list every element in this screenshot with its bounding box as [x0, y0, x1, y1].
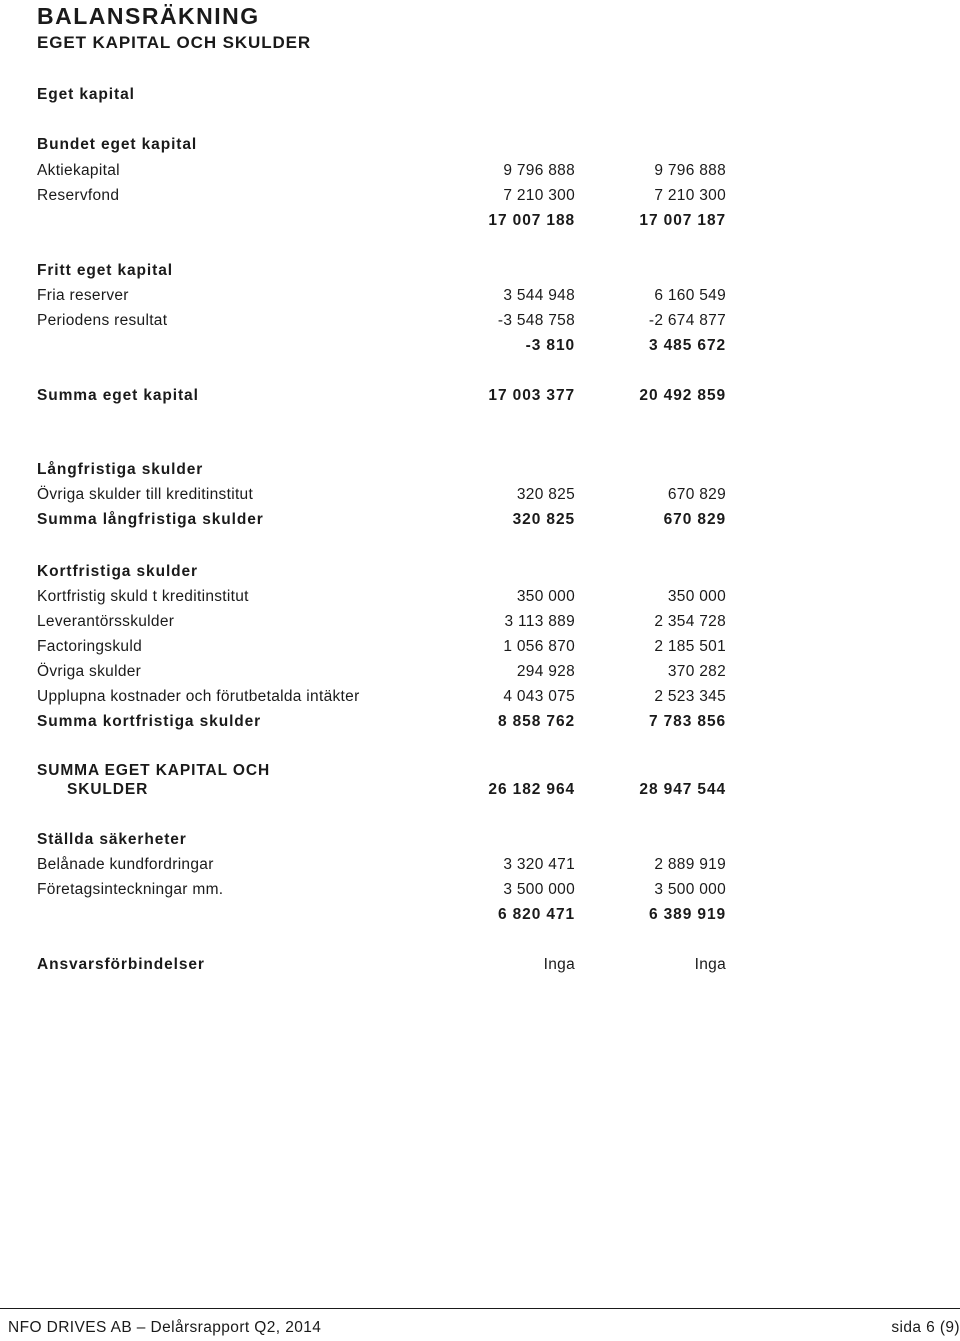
- value-current: 7 210 300: [503, 187, 575, 204]
- row-ansvarsforbindelser: [0, 954, 960, 976]
- row-fria-reserver: [0, 285, 960, 307]
- row-label: Leverantörsskulder: [37, 613, 175, 630]
- value-current: 3 113 889: [504, 613, 575, 630]
- row-label: Factoringskuld: [37, 638, 142, 655]
- row-label: Summa eget kapital: [37, 387, 199, 404]
- row-kortfristig-skuld: [0, 586, 960, 608]
- row-leverantorsskulder: [0, 611, 960, 633]
- value-current: -3 810: [525, 337, 575, 354]
- footer-page-number: sida 6 (9): [891, 1319, 960, 1336]
- row-summa-kortfristiga: [0, 711, 960, 733]
- value-previous: 2 185 501: [654, 638, 726, 655]
- value-current: 26 182 964: [488, 781, 575, 798]
- value-current: 294 928: [516, 663, 575, 680]
- row-label: Aktiekapital: [37, 162, 120, 179]
- value-previous: 670 829: [663, 511, 726, 528]
- row-label: SUMMA EGET KAPITAL OCH: [37, 762, 271, 779]
- row-label: Kortfristig skuld t kreditinstitut: [37, 588, 249, 605]
- value-current: 8 858 762: [497, 713, 575, 730]
- row-label: Belånade kundfordringar: [37, 856, 214, 873]
- value-current: 3 500 000: [503, 881, 575, 898]
- value-previous: 370 282: [667, 663, 726, 680]
- row-label: Fria reserver: [37, 287, 129, 304]
- value-previous: 2 523 345: [654, 688, 726, 705]
- row-fritt-subtotal: [0, 335, 960, 357]
- value-previous: 28 947 544: [639, 781, 726, 798]
- row-label: Företagsinteckningar mm.: [37, 881, 224, 898]
- row-summa-total: [0, 779, 960, 801]
- row-summa-langfristiga: [0, 509, 960, 531]
- row-foretagsinteckningar: [0, 879, 960, 901]
- row-label: Övriga skulder: [37, 663, 142, 680]
- value-current: 6 820 471: [497, 906, 575, 923]
- value-current: 9 796 888: [503, 162, 575, 179]
- row-factoringskuld: [0, 636, 960, 658]
- value-previous: -2 674 877: [648, 312, 726, 329]
- row-label-continued: SKULDER: [67, 781, 149, 798]
- value-previous: 20 492 859: [639, 387, 726, 404]
- value-previous: 6 160 549: [654, 287, 726, 304]
- section-heading-stallda: Ställda säkerheter: [37, 831, 187, 848]
- row-bundet-subtotal: [0, 210, 960, 232]
- row-belanade: [0, 854, 960, 876]
- row-label: Ansvarsförbindelser: [37, 956, 205, 973]
- row-label: Periodens resultat: [37, 312, 168, 329]
- value-previous: 350 000: [667, 588, 726, 605]
- value-current: 17 007 188: [488, 212, 575, 229]
- value-current: 1 056 870: [503, 638, 575, 655]
- section-heading-bundet: Bundet eget kapital: [37, 136, 198, 153]
- value-previous: 670 829: [667, 486, 726, 503]
- row-label: Upplupna kostnader och förutbetalda intäkter: [37, 688, 360, 705]
- footer-company-report: NFO DRIVES AB – Delårsrapport Q2, 2014: [8, 1319, 322, 1336]
- section-heading-eget-kapital: Eget kapital: [37, 86, 135, 103]
- value-current: 4 043 075: [503, 688, 575, 705]
- row-label: Summa långfristiga skulder: [37, 511, 264, 528]
- row-aktiekapital: [0, 160, 960, 182]
- page-subtitle: EGET KAPITAL OCH SKULDER: [37, 33, 312, 52]
- section-heading-fritt: Fritt eget kapital: [37, 262, 173, 279]
- value-previous: Inga: [694, 956, 726, 973]
- row-reservfond: [0, 185, 960, 207]
- section-heading-kortfristiga: Kortfristiga skulder: [37, 563, 198, 580]
- value-previous: 3 485 672: [648, 337, 726, 354]
- value-current: 3 320 471: [503, 856, 575, 873]
- value-previous: 7 210 300: [654, 187, 726, 204]
- section-heading-langfristiga: Långfristiga skulder: [37, 461, 204, 478]
- value-previous: 17 007 187: [639, 212, 726, 229]
- value-previous: 9 796 888: [654, 162, 726, 179]
- row-label: Summa kortfristiga skulder: [37, 713, 262, 730]
- row-stallda-subtotal: [0, 904, 960, 926]
- value-current: 320 825: [516, 486, 575, 503]
- row-label: Övriga skulder till kreditinstitut: [37, 486, 254, 503]
- row-periodens-resultat: [0, 310, 960, 332]
- value-previous: 6 389 919: [648, 906, 726, 923]
- value-current: 17 003 377: [488, 387, 575, 404]
- value-current: -3 548 758: [497, 312, 575, 329]
- row-ovriga-kreditinstitut: [0, 484, 960, 506]
- row-summa-eget-kapital: [0, 385, 960, 407]
- value-previous: 7 783 856: [648, 713, 726, 730]
- value-current: 320 825: [512, 511, 575, 528]
- value-previous: 2 889 919: [654, 856, 726, 873]
- page-title: BALANSRÄKNING: [37, 3, 260, 29]
- value-current: 350 000: [516, 588, 575, 605]
- row-ovriga-skulder: [0, 661, 960, 683]
- value-previous: 2 354 728: [654, 613, 726, 630]
- page-footer: [0, 1308, 960, 1341]
- value-current: 3 544 948: [503, 287, 575, 304]
- row-upplupna: [0, 686, 960, 708]
- value-previous: 3 500 000: [654, 881, 726, 898]
- value-current: Inga: [543, 956, 575, 973]
- row-label: Reservfond: [37, 187, 120, 204]
